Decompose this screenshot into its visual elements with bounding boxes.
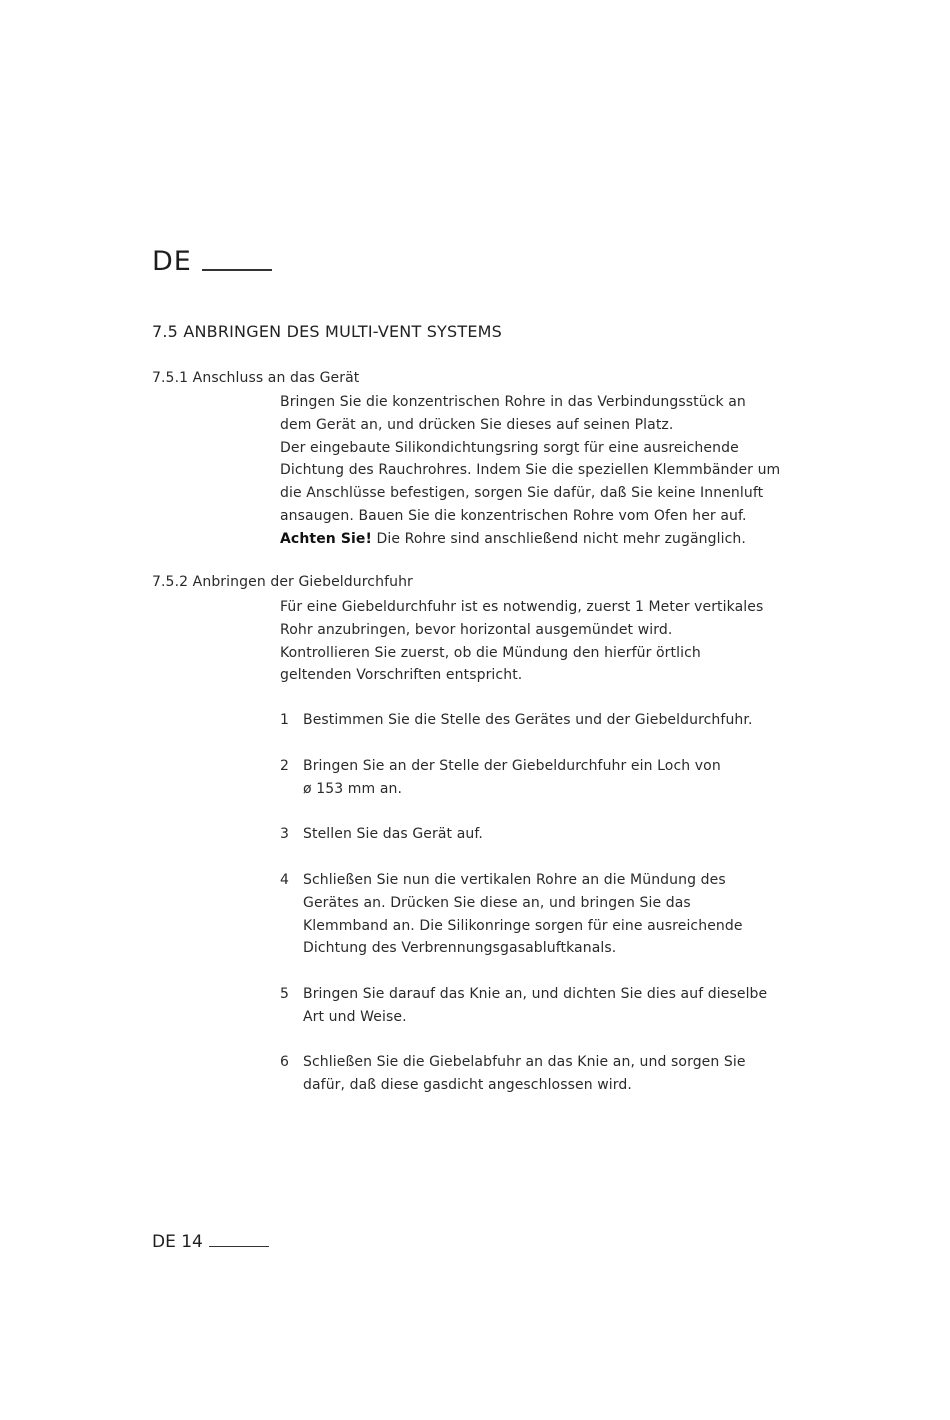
step-text — [303, 823, 800, 846]
step-number: 3 — [280, 826, 290, 842]
step-line: Bringen Sie an der Stelle der Giebeldurchfuhr ein Loch von — [303, 758, 721, 774]
body-line: Kontrollieren Sie zuerst, ob die Mündung den hierfür örtlich — [280, 644, 701, 661]
step-text — [303, 983, 800, 1029]
section-title: 7.5 ANBRINGEN DES MULTI-VENT SYSTEMS — [152, 322, 503, 341]
warning-label: Achten Sie! — [280, 530, 372, 547]
step-number: 4 — [280, 872, 290, 888]
footer-rule — [209, 1246, 269, 1247]
page-number: DE 14 — [152, 1232, 203, 1252]
step-item — [280, 823, 800, 846]
body-line: Der eingebaute Silikondichtungsring sorgt für eine ausreichende — [280, 439, 739, 456]
step-number: 6 — [280, 1054, 290, 1070]
step-item — [280, 709, 800, 732]
step-item — [280, 983, 800, 1029]
warning-text: Die Rohre sind anschließend nicht mehr zugänglich. — [372, 530, 746, 547]
body-line: Dichtung des Rauchrohres. Indem Sie die speziellen Klemmbänder um — [280, 462, 781, 479]
step-line: Art und Weise. — [303, 1008, 407, 1025]
step-text — [303, 755, 800, 801]
subsection-2-body — [280, 596, 800, 687]
body-line: die Anschlüsse befestigen, sorgen Sie dafür, daß Sie keine Innenluft — [280, 485, 764, 502]
step-number: 2 — [280, 758, 290, 774]
step-text — [303, 869, 800, 960]
step-line: Stellen Sie das Gerät auf. — [303, 826, 483, 842]
step-item — [280, 755, 800, 801]
header-rule — [202, 269, 272, 271]
step-text — [303, 709, 800, 732]
body-line: dem Gerät an, und drücken Sie dieses auf seinen Platz. — [280, 416, 674, 433]
step-line: Dichtung des Verbrennungsgasabluftkanals. — [303, 940, 617, 957]
page-footer — [152, 1232, 269, 1252]
step-line: Schließen Sie die Giebelabfuhr an das Knie an, und sorgen Sie — [303, 1054, 746, 1070]
language-code: DE — [152, 246, 192, 277]
step-line: Gerätes an. Drücken Sie diese an, und bringen Sie das — [303, 894, 691, 911]
language-header — [152, 246, 272, 277]
body-line: geltenden Vorschriften entspricht. — [280, 667, 523, 684]
subsection-title-2: 7.5.2 Anbringen der Giebeldurchfuhr — [152, 574, 413, 590]
body-line: ansaugen. Bauen Sie die konzentrischen Rohre vom Ofen her auf. — [280, 507, 747, 524]
step-line: Bestimmen Sie die Stelle des Gerätes und der Giebeldurchfuhr. — [303, 712, 753, 728]
step-line: Klemmband an. Die Silikonringe sorgen für eine ausreichende — [303, 917, 743, 934]
step-line: Bringen Sie darauf das Knie an, und dichten Sie dies auf dieselbe — [303, 986, 768, 1002]
body-line: Bringen Sie die konzentrischen Rohre in das Verbindungsstück an — [280, 394, 746, 410]
subsection-title-1: 7.5.1 Anschluss an das Gerät — [152, 370, 360, 386]
body-line: Für eine Giebeldurchfuhr ist es notwendig, zuerst 1 Meter vertikales — [280, 599, 764, 615]
subsection-1-body — [280, 391, 800, 551]
step-text — [303, 1051, 800, 1097]
body-line: Rohr anzubringen, bevor horizontal ausgemündet wird. — [280, 621, 673, 638]
step-item — [280, 1051, 800, 1097]
step-line: ø 153 mm an. — [303, 780, 403, 797]
step-line: dafür, daß diese gasdicht angeschlossen wird. — [303, 1076, 632, 1093]
warning-line — [280, 528, 800, 551]
step-item — [280, 869, 800, 960]
step-number: 5 — [280, 986, 290, 1002]
step-number: 1 — [280, 712, 290, 728]
step-line: Schließen Sie nun die vertikalen Rohre an die Mündung des — [303, 872, 726, 888]
